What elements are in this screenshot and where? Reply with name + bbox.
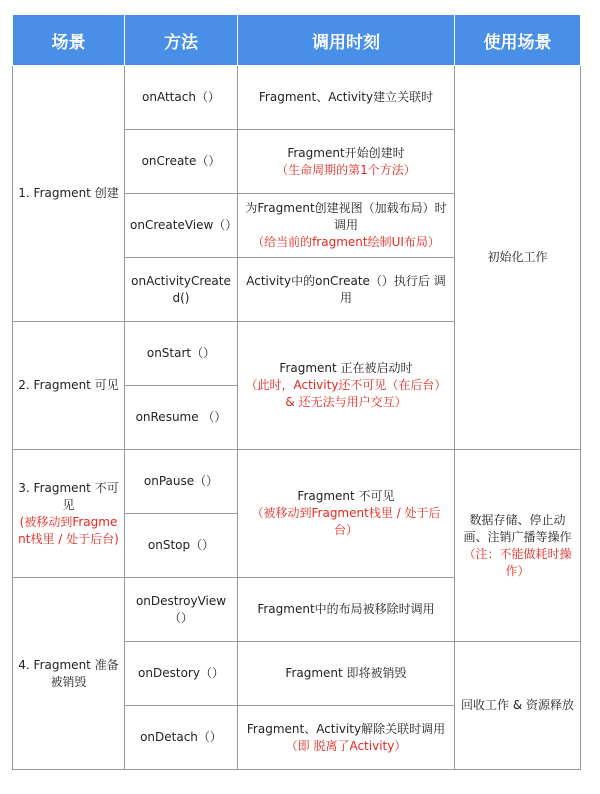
- method-onstop: onStop（）: [125, 514, 238, 578]
- method-ondetach: onDetach（）: [125, 706, 238, 770]
- method-onpause: onPause（）: [125, 450, 238, 514]
- timing-startresume: [238, 322, 455, 450]
- header-method: 方法: [125, 15, 238, 66]
- header-row: [13, 15, 581, 66]
- method-ondestroyview: onDestroyView（）: [125, 578, 238, 642]
- timing-oncreateview: [238, 194, 455, 258]
- timing-oncreateview-text: 为Fragment创建视图（加载布局）时调用: [245, 201, 447, 232]
- timing-onattach: Fragment、Activity建立关联时: [238, 66, 455, 130]
- timing-ondetach: [238, 706, 455, 770]
- timing-ondestroyview: Fragment中的布局被移除时调用: [238, 578, 455, 642]
- timing-oncreate: [238, 130, 455, 194]
- scene-invisible-text: 3. Fragment 不可见: [18, 480, 119, 512]
- method-onactivitycreated: onActivityCreated(): [125, 258, 238, 322]
- table-row: [13, 66, 581, 130]
- timing-ondetach-note: （即 脱离了Activity）: [285, 738, 407, 753]
- usage-save: [455, 450, 581, 642]
- method-onattach: onAttach（）: [125, 66, 238, 130]
- timing-startresume-text: Fragment 正在被启动时: [279, 361, 413, 375]
- scene-destroy: 4. Fragment 准备被销毁: [13, 578, 125, 770]
- scene-visible: 2. Fragment 可见: [13, 322, 125, 450]
- usage-init: 初始化工作: [455, 66, 581, 450]
- header-timing: 调用时刻: [238, 15, 455, 66]
- lifecycle-table: [12, 14, 581, 770]
- timing-oncreateview-note: （给当前的fragment绘制UI布局）: [252, 235, 440, 249]
- usage-save-note: （注：不能做耗时操作）: [463, 546, 572, 578]
- method-oncreateview: onCreateView（）: [125, 194, 238, 258]
- timing-startresume-note: （此时，Activity还不可见（在后台）& 还无法与用户交互）: [245, 378, 447, 409]
- timing-pausestop-text: Fragment 不可见: [297, 489, 395, 503]
- timing-ondestory: Fragment 即将被销毁: [238, 642, 455, 706]
- header-scene: 场景: [13, 15, 125, 66]
- scene-create: 1. Fragment 创建: [13, 66, 125, 322]
- scene-invisible: [13, 450, 125, 578]
- usage-recycle: 回收工作 & 资源释放: [455, 642, 581, 770]
- timing-ondetach-text: Fragment、Activity解除关联时调用: [246, 721, 446, 736]
- timing-pausestop: [238, 450, 455, 578]
- method-onstart: onStart（）: [125, 322, 238, 386]
- method-ondestory: onDestory（）: [125, 642, 238, 706]
- usage-save-text: 数据存储、停止动画、注销广播等操作: [463, 512, 572, 544]
- timing-oncreate-text: Fragment开始创建时: [287, 145, 405, 160]
- method-onresume: onResume （）: [125, 386, 238, 450]
- timing-onactivitycreated: Activity中的onCreate（）执行后 调用: [238, 258, 455, 322]
- table-row: [13, 450, 581, 514]
- header-usage: 使用场景: [455, 15, 581, 66]
- timing-oncreate-note: （生命周期的第1个方法）: [276, 162, 416, 177]
- timing-pausestop-note: （被移动到Fragment栈里 / 处于后台）: [251, 506, 441, 537]
- method-oncreate: onCreate（）: [125, 130, 238, 194]
- scene-invisible-note: (被移动到Fragment栈里 / 处于后台): [18, 514, 119, 546]
